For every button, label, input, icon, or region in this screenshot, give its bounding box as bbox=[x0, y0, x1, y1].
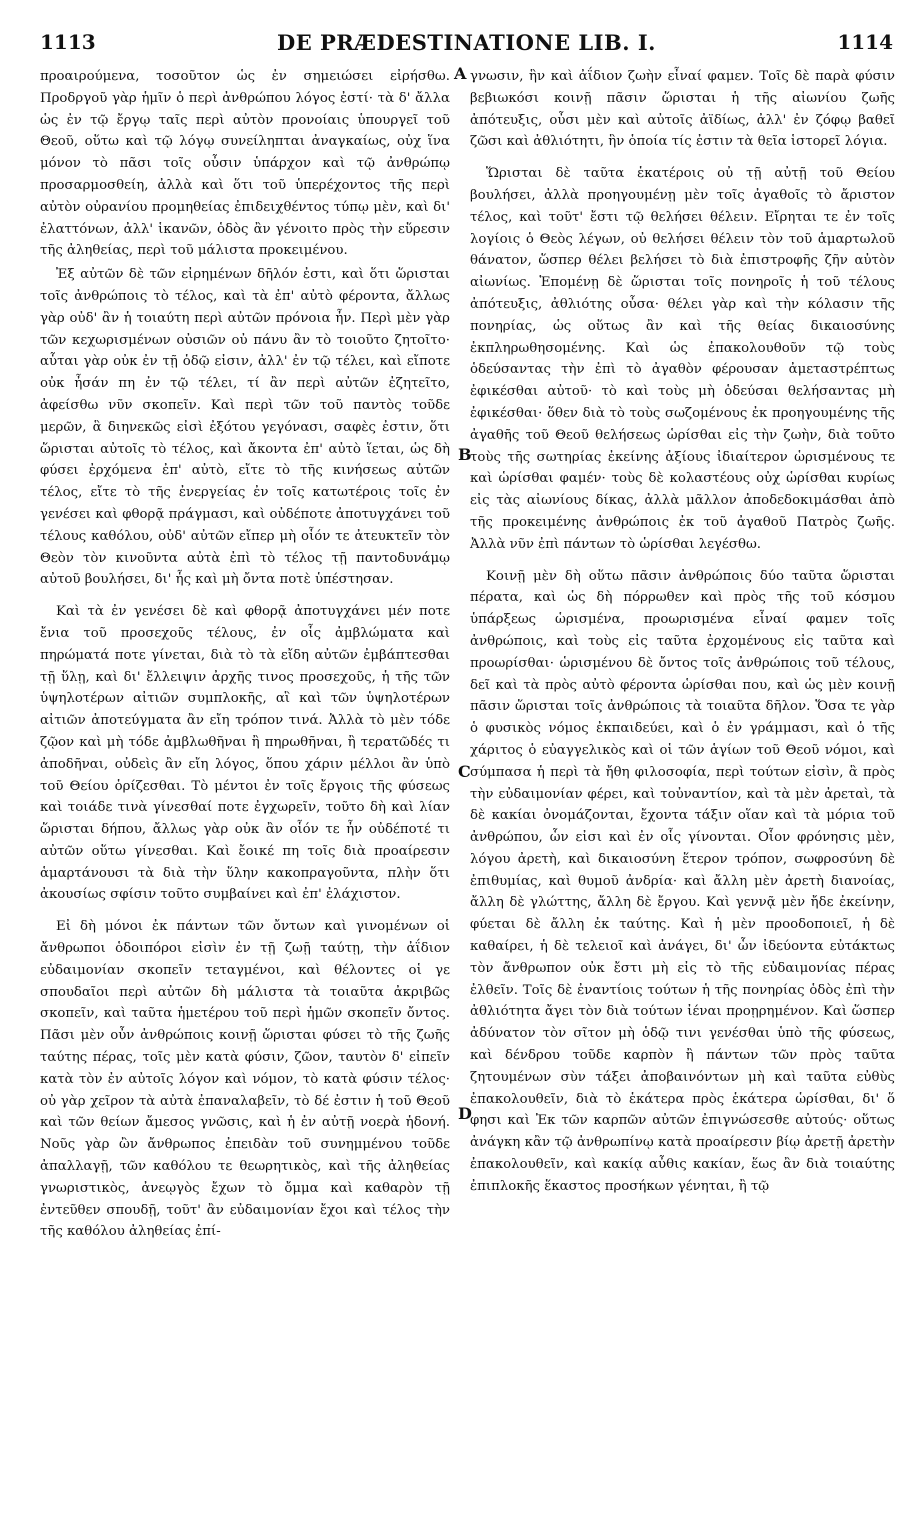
paragraph: Καὶ τὰ ἐν γενέσει δὲ καὶ φθορᾷ ἀποτυγχάνει μέν ποτε ἔνια τοῦ προσεχοῦς τέλους, ἐν οἷς ἀμβλώματα καὶ πηρώματά ποτε γίνεται, διὰ τὸ τὰ εἴδη αὐτῶν ἐμβάπτεσθαι τῇ ὕλῃ, καὶ δι' ἔλλειψιν ἀρχῆς τινος προσεχοῦς, ἡ τῆς τῶν ὑψηλοτέρων αἰτιῶν συμπλοκῆς, αἳ καὶ τῶν ὑψηλοτέρων αἰτιῶν ἀποτεύγματα ἂν εἴη τρόπον τινά. Ἀλλὰ τὸ μὲν τόδε ζῷον καὶ μὴ τόδε ἀμβλωθῆναι ἢ πηρωθῆναι, ἢ τερατῶδές τι ἀποδῆναι, οὐδεὶς ἂν εἴη λόγος, ὅπου χάριν μέλλοι ἂν ὑπὸ τοῦ Θείου ὁρίζεσθαι. Τὸ μέντοι ἐν τοῖς ἔργοις τῆς φύσεως καὶ τοιάδε τινὰ γίνεσθαί ποτε ἐγχωρεῖν, τοῦτο δὴ καὶ λίαν ὥρισται δήπου, ἄλλως γὰρ οὐκ ἂν οἷόν τε ἦν οὐδέποτέ τι αὐτῶν οὕτω γίνεσθαι. Καὶ ἔοικέ πη τοῖς διὰ προαίρεσιν ἁμαρτάνουσι τὰ διὰ τὴν ὕλην κακοπραγοῦντα, πλὴν ὅτι ἀκουσίως σφίσιν τοῦτο συμβαίνει καὶ ἐπ' ἐλάχιστον. bbox=[40, 604, 450, 903]
paragraph: Ἐξ αὐτῶν δὲ τῶν εἰρημένων δῆλόν ἐστι, καὶ ὅτι ὥρισται τοῖς ἀνθρώποις τὸ τέλος, καὶ τὰ ἐπ' αὐτὸ φέροντα, ἄλλως γὰρ οὐδ' ἂν ἡ τοιαύτη περὶ αὐτῶν πρόνοια ἦν. Περὶ μὲν γὰρ τῶν κεχωρισμένων οὐσιῶν οὐ πάνυ ἂν τὸ τοιοῦτο ζητοῖτο· αὗται γὰρ οὐκ ἐν τῇ ὁδῷ εἰσιν, ἀλλ' ἐν τῷ τέλει, καὶ εἴποτε οὐκ ἦσάν πη ἐν τῷ τέλει, τί ἂν περὶ αὐτῶν ἐζητεῖτο, ἀφείσθω νῦν σκοπεῖν. Καὶ περὶ τῶν τοῦ παντὸς τοῦδε μερῶν, ἃ διηνεκῶς εἰσὶ ἐξότου γεγόνασι, σαφὲς ἐστιν, ὅτι ὥρισται αὐτοῖς τὸ τέλος, καὶ ἄκοντα ἐπ' αὐτὸ ἵεται, ὡς δὴ φύσει ἐρχόμενα ἐπ' αὐτὸ, εἴτε τὸ τῆς κινήσεως αὐτῶν τέλος, εἴτε τὸ τῆς ἐνεργείας ἐν τοῖς κατωτέροις τοῖς ἐν γενέσει καὶ φθορᾷ πράγμασι, καὶ οὐδέποτε ἀποτυγχάνει τοῦ τέλους καθόλου, οὐδ' αὐτῶν εἴπερ μὴ οἷόν τε ἀτευκτεῖν τὸν Θεὸν τὸν κινοῦντα αὐτὰ ἐπὶ τὸ τέλος τῇ παντοδυνάμῳ αὐτοῦ βουλήσει, δι' ἧς καὶ μὴ ὄντα ποτὲ ὑπέστησαν. bbox=[40, 267, 450, 588]
page-number-right: 1114 bbox=[837, 30, 893, 54]
paragraph: Εἰ δὴ μόνοι ἐκ πάντων τῶν ὄντων καὶ γινομένων οἱ ἄνθρωποι ὁδοιπόροι εἰσὶν ἐν τῇ ζωῇ ταύτῃ, τὴν ἀΐδιον εὐδαιμονίαν σκοπεῖν τεταγμένοι, καὶ θέλοντες οἱ γε σπουδαῖοι περὶ αὐτῶν δὴ μάλιστα τὰ τοιαῦτα ἀκριβῶς σκοπεῖν, καὶ ταῦτα ἡμετέρου τοῦ περὶ ἡμῶν σκοπεῖν ὄντος. Πᾶσι μὲν οὖν ἀνθρώποις κοινῇ ὥρισται φύσει τὸ τῆς ζωῆς ταύτης πέρας, τοῖς μὲν κατὰ φύσιν, ζῶον, ταυτὸν δ' εἰπεῖν κατὰ τὸν ἐν αὐτοῖς λόγον καὶ νόμον, τὸ κατὰ φύσιν τέλος· οὐ γὰρ χεῖρον τὰ αὐτὰ ἐπαναλαβεῖν, τὸ δέ ἐστιν ἡ τοῦ Θεοῦ καὶ τῶν θείων ἄμεσος γνῶσις, καὶ ἡ ἐν αὐτῇ νοερὰ ἡδονή. Νοῦς γὰρ ὢν ἄνθρωπος ἐπειδὰν τοῦ συνημμένου τοῦδε ἀπαλλαγῇ, τῶν καθόλου τε θεωρητικὸς, καὶ τῆς ἀληθείας γνωριστικὸς, ἀνεῳγὸς ἔχων τὸ ὄμμα καὶ καθαρὸν τῇ ἐντεῦθεν σπουδῇ, τοῦτ' ἂν εὐδαιμονίαν ἔχοι καὶ τέλος τὴν τῆς καθόλου ἀληθείας ἐπί- bbox=[40, 919, 450, 1240]
running-header bbox=[40, 30, 893, 58]
paragraph: Κοινῇ μὲν δὴ οὕτω πᾶσιν ἀνθρώποις δύο ταῦτα ὥρισται πέρατα, καὶ ὡς δὴ πόρρωθεν καὶ πρὸς τῆς τοῦ κόσμου ὑπάρξεως ὡρισμένα, προωρισμένα εἶναί φαμεν τοῖς ἀνθρώποις, καὶ τοὺς εἰς ταῦτα ἐρχομένους εἰς ταῦτα καὶ προωρίσθαι· ὡρισμένου δὲ ὄντος τοῖς ἀνθρώποις τοῦ τέλους, δεῖ καὶ τὰ πρὸς αὐτὸ φέροντα ὡρίσθαι που, καὶ ὡς μὲν κοινῇ πᾶσιν ὥρισται τοῖς ἀνθρώποις τὰ τοιαῦτα δῆλον. Ὅσα τε γὰρ ὁ φυσικὸς νόμος ἐκπαιδεύει, καὶ ὁ ἐν γράμμασι, καὶ ὁ τῆς χάριτος ὁ εὐαγγελικὸς καὶ οἱ τῶν ἁγίων τοῦ Θεοῦ νόμοι, καὶ σύμπασα ἡ περὶ τὰ ἤθη φιλοσοφία, περὶ τούτων εἰσὶν, ἃ πρὸς τὴν εὐδαιμονίαν φέρει, καὶ τοὐναντίον, καὶ τὰ μὲν ἀρεταὶ, τὰ δὲ κακίαι ὀνομάζονται, ἔχοντα τάξιν οἵαν καὶ τὰ μόρια τοῦ ἀνθρώπου, ὧν εἰσι καὶ ἐν οἷς γίνονται. Οἷον φρόνησις μὲν, λόγου ἀρετὴ, καὶ δικαιοσύνη ἕτερον τρόπον, σωφροσύνη δὲ ἐπιθυμίας, καὶ θυμοῦ ἀνδρία· καὶ ἄλλη μὲν ἀρετὴ διανοίας, ἄλλη δὲ γλώττης, ἄλλη δὲ ἔργου. Καὶ γεννᾷ μὲν ἤδε ἐκείνην, φύεται δὲ ἄλλη ἐκ ταύτης. Καὶ ἡ μὲν προοδοποιεῖ, ἡ δὲ καθαίρει, ἡ δὲ τελειοῖ καὶ ἀνάγει, δι' ὧν ἰδεύοντα εὐτάκτως τὸν ἄνθρωπον οὐκ ἔστι μὴ εἰς τὸ τῆς εὐδαιμονίας πέρας ἐλθεῖν. Τοῖς δὲ ἐναντίοις τούτων ἡ τῆς πονηρίας ὁδὸς ἐπὶ τὴν ἀθλιότητα ἄγει τὸν διὰ τούτων ἰέναι προῃρημένον. Καὶ ὥσπερ ἀδύνατον τὸν σῖτον μὴ ὁδῷ τινι γενέσθαι ὑπὸ τῆς φύσεως, καὶ δένδρου τοῦδε καρπὸν ἢ πάντων τῶν πρὸς ταῦτα ζητουμένων σὺν τάξει ἀποβαινόντων μὴ καὶ ταῦτα εὐθὺς ἐπακολουθεῖν, διὰ τὸ ἑκάτερα πρὸς ἑκάτερα ὡρίσθαι, δι' ὅ φησι καὶ Ἐκ τῶν καρπῶν αὐτῶν ἐπιγνώσεσθε αὐτούς· οὕτως ἀνάγκη κἂν τῷ ἀνθρωπίνῳ κατὰ προαίρεσιν βίῳ ἀρετῇ ἀρετὴν ἐπακολουθεῖν, καὶ κακίᾳ αὖθις κακίαν, ἕως ἂν διὰ τοιαύτης ἐπιπλοκῆς ἕκαστος προσήκων γένηται, ἢ τῷ bbox=[470, 568, 895, 1194]
left-column bbox=[40, 66, 450, 1530]
right-column bbox=[470, 66, 895, 1530]
paragraph: Ὥρισται δὲ ταῦτα ἑκατέροις οὐ τῇ αὐτῇ τοῦ Θείου βουλήσει, ἀλλὰ προηγουμένῃ μὲν τοῖς ἀγαθοῖς τὸ ἄριστον τέλος, καὶ τοῦτ' ἔστι τῷ θελήσει θέλειν. Εἴρηται τε ἐν τοῖς λογίοις ὁ Θεὸς λέγων, οὐ θελήσει θέλειν τὸν τοῦ ἁμαρτωλοῦ θάνατον, ὥσπερ θέλει βελήσει τὸ διὰ ἐπιστροφῆς ζῆν αὐτὸν αἰωνίως. Ἑπομένῃ δὲ ὥρισται τοῖς πονηροῖς ἡ τοῦ τέλους ἀπότευξις, ἀθλιότης οὖσα· θέλει γὰρ καὶ τὴν κόλασιν τῆς πονηρίας, ὡς οὕτως ἂν καὶ τῆς θείας δικαιοσύνης ἐκπληρωθησομένης. Καὶ ὡς ἐπακολουθοῦν τῷ τοὺς ὁδεύσαντας τὴν ἐπὶ τὸ ἀγαθὸν φέρουσαν ἀμεταστρέπτως ἐφικέσθαι αὐτοῦ· τὸ καὶ τοὺς μὴ ὁδεύσαι θελήσαντας μὴ ἐφικέσθαι· ὅθεν διὰ τὸ τοὺς σωζομένους ἐκ προηγουμένης τῆς ἀγαθῆς τοῦ Θεοῦ θελήσεως ὡρίσθαι εἰς τὴν ζωὴν, διὰ τοῦτο τοὺς τῆς σωτηρίας ἐκείνης ἀξίους ἰδιαίτερον ὡρισμένους τε καὶ ὡρίσθαι φαμέν· τοὺς δὲ κολαστέους οὐχ ὡρίσθαι κυρίως εἰς τὰς αἰωνίους δίκας, ἀλλὰ μᾶλλον ἀποδεδοκιμάσθαι ἀπὸ τῆς προκειμένης ἀνθρώποις ἐκ τοῦ ἀγαθοῦ Πατρὸς ζωῆς. Ἀλλὰ νῦν ἐπὶ πάντων τὸ ὡρίσθαι λεγέσθω. bbox=[470, 166, 895, 552]
margin-marker-b: B bbox=[458, 445, 472, 464]
paragraph: γνωσιν, ἣν καὶ ἀΐδιον ζωὴν εἶναί φαμεν. Τοῖς δὲ παρὰ φύσιν βεβιωκόσι κοινῇ πᾶσιν ὥρισται ἡ τῆς αἰωνίου ζωῆς ἀπότευξις, οὖσι μὲν καὶ αὐτοῖς ἀϊδίως, ἀλλ' ἐν ζόφῳ βαθεῖ ζῶσι καὶ ἀθλιότητι, ἣν ὁποία τίς ἐστιν τὰ θεῖα ἱστορεῖ λόγια. bbox=[470, 69, 895, 150]
margin-marker-d: D bbox=[458, 1104, 472, 1123]
paragraph: προαιρούμενα, τοσοῦτον ὡς ἐν σημειώσει εἰρήσθω. Προδργοῦ γὰρ ἡμῖν ὁ περὶ ἀνθρώπου λόγος ἐστί· τὰ δ' ἄλλα ὡς ἐν τῷ ἔργῳ ταῖς περὶ αὐτὸν προνοίαις ὑπουργεῖ τοῦ Θεοῦ, οὕτω καὶ τῷ λόγῳ συνείληπται ἀναγκαίως, οὐχ ἵνα μόνον τὸ πᾶσι τοῖς οὖσιν ὑπάρχον καὶ τῷ ἀνθρώπῳ προσαρμοσθείη, ἀλλὰ καὶ ὅτι τοῦ ὑπερέχοντος τῆς περὶ αὐτὸν οὐρανίου προμηθείας ἐπιδειχθέντος τύπῳ μὲν, καὶ δι' ἐλαττόνων, ἀλλ' ἱκανῶν, ὁδὸς ἂν γένοιτο πρὸς τὴν εὕρεσιν τῆς ἀληθείας, περὶ τοῦ μάλιστα προκειμένου. bbox=[40, 69, 450, 259]
page-number-left: 1113 bbox=[40, 30, 96, 54]
running-title: DE PRÆDESTINATIONE LIB. I. bbox=[276, 30, 656, 55]
margin-marker-c: C bbox=[458, 762, 471, 781]
margin-marker-a: A bbox=[454, 64, 467, 83]
